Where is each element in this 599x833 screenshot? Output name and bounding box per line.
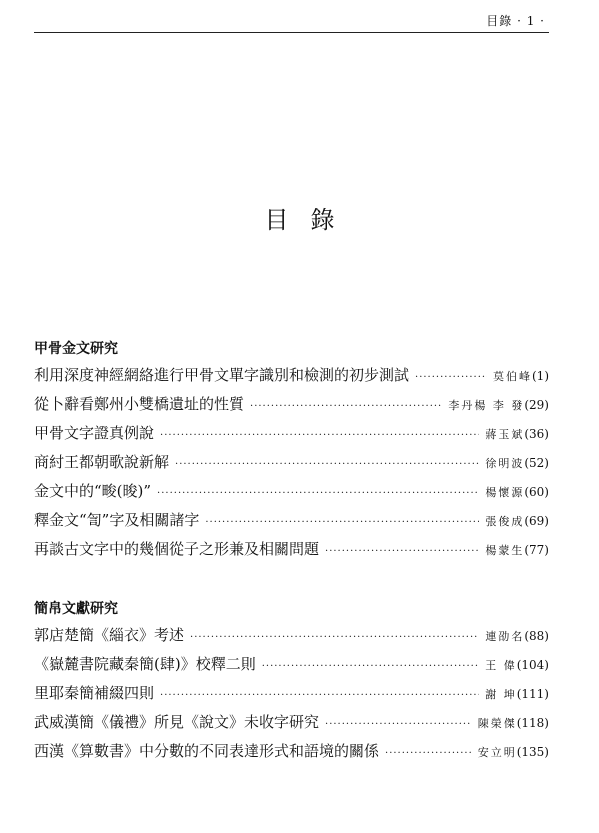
- toc-entry[interactable]: [34, 538, 549, 562]
- running-head: 目錄 · 1 ·: [486, 14, 545, 28]
- toc-entry-author: 王 偉: [485, 659, 517, 672]
- dot-leader: [157, 488, 479, 499]
- dot-leader: [385, 748, 472, 759]
- toc-entry-page: (52): [524, 456, 549, 470]
- toc-entry-title: 西漢《算數書》中分數的不同表達形式和語境的關係: [34, 742, 380, 760]
- toc-entry-author: 連劭名: [485, 630, 525, 643]
- toc-entry[interactable]: [34, 509, 549, 533]
- toc-entry-page: (135): [516, 745, 549, 759]
- dot-leader: [205, 517, 479, 528]
- toc-entry[interactable]: [34, 624, 549, 648]
- dot-leader: [250, 401, 442, 412]
- toc-entry-title: 再談古文字中的幾個從子之形兼及相關問題: [34, 540, 320, 558]
- toc-entry-page: (1): [532, 369, 549, 383]
- toc-entry-title: 利用深度神經網絡進行甲骨文單字識別和檢測的初步測試: [34, 366, 410, 384]
- dot-leader: [160, 430, 479, 441]
- dot-leader: [325, 719, 472, 730]
- toc-entry-author: 楊蒙生: [485, 544, 525, 557]
- toc-entry[interactable]: [34, 451, 549, 475]
- toc-entry-title: 金文中的“畯(晙)”: [34, 482, 152, 500]
- toc-entry[interactable]: [34, 480, 549, 504]
- running-header: [34, 8, 549, 33]
- dot-leader: [415, 372, 487, 383]
- section-heading-oracle-bronze: 甲骨金文研究: [34, 341, 118, 357]
- page-title: 目錄: [264, 206, 357, 234]
- toc-entry[interactable]: [34, 740, 549, 764]
- toc-entry-page: (29): [524, 398, 549, 412]
- toc-entry[interactable]: [34, 393, 549, 417]
- toc-entry-page: (77): [524, 543, 549, 557]
- toc-entry-author: 蔣玉斌: [485, 428, 525, 441]
- toc-entry-author: 陳榮傑: [477, 717, 517, 730]
- toc-entry-page: (118): [516, 716, 549, 730]
- toc-entry-page: (88): [524, 629, 549, 643]
- toc-entry-page: (36): [524, 427, 549, 441]
- toc-entry-author: 徐明波: [485, 457, 525, 470]
- toc-entry-author: 楊懷源: [485, 486, 525, 499]
- toc-entry[interactable]: [34, 422, 549, 446]
- toc-entry-page: (111): [516, 687, 549, 701]
- toc-entry-page: (104): [516, 658, 549, 672]
- toc-entry-title: 《嶽麓書院藏秦簡(肆)》校釋二則: [34, 655, 256, 673]
- dot-leader: [325, 546, 479, 557]
- toc-entry[interactable]: [34, 364, 549, 388]
- toc-entry-author: 李丹楊 李 發: [448, 399, 525, 412]
- toc-entry-title: 里耶秦簡補綴四則: [34, 684, 155, 702]
- dot-leader: [190, 632, 479, 643]
- dot-leader: [175, 459, 479, 470]
- toc-entry-title: 武威漢簡《儀禮》所見《說文》未收字研究: [34, 713, 320, 731]
- toc-entry-title: 郭店楚簡《緇衣》考述: [34, 626, 185, 644]
- toc-entry-title: 釋金文“訇”字及相關諸字: [34, 511, 200, 529]
- toc-entry-author: 謝 坤: [485, 688, 517, 701]
- section-heading-bamboo-silk: 簡帛文獻研究: [34, 601, 118, 617]
- dot-leader: [160, 690, 479, 701]
- toc-entry[interactable]: [34, 711, 549, 735]
- toc-entry[interactable]: [34, 653, 549, 677]
- toc-entry-title: 商紂王都朝歌說新解: [34, 453, 170, 471]
- toc-entry-page: (69): [524, 514, 549, 528]
- toc-entry-title: 甲骨文字證真例說: [34, 424, 155, 442]
- toc-entry-author: 莫伯峰: [493, 370, 532, 383]
- toc-entry[interactable]: [34, 682, 549, 706]
- toc-entry-title: 從卜辭看鄭州小雙橋遺址的性質: [34, 395, 245, 413]
- toc-entry-page: (60): [524, 485, 549, 499]
- toc-entry-author: 張俊成: [485, 515, 525, 528]
- dot-leader: [262, 661, 480, 672]
- toc-entry-author: 安立明: [477, 746, 517, 759]
